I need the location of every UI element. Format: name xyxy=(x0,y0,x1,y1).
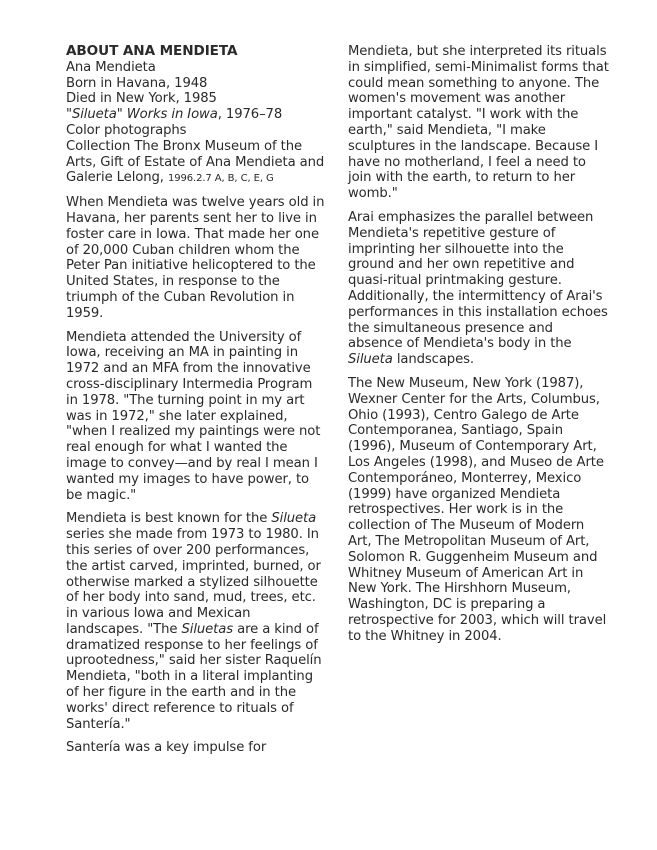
text-run: series she made from 1973 to 1980. In this series of over 200 performances, the artist carved, imprinted, burned, or otherwise marked a stylized silhouette of her body into sand, mud, trees, etc. in various Iowa and Mexican landscapes. "The xyxy=(66,527,321,637)
artist-info-block xyxy=(66,44,328,187)
left-column xyxy=(66,44,328,764)
right-column xyxy=(348,44,610,652)
accession-number: 1996.2.7 A, B, C, E, G xyxy=(167,173,274,185)
artist-name: Ana Mendieta xyxy=(66,59,156,75)
paragraph-santeria-continued: Mendieta, but she interpreted its rituals in simplified, semi-Minimalist forms that could mean something to anyone. The women's movement was another important catalyst. "I work with the earth," said Mendieta, "I make sculptures in the landscape. Because I have no motherland, I feel a need to join with the earth, to return to her womb." xyxy=(348,44,609,202)
credit-line: Collection The Bronx Museum of the Arts, Gift of Estate of Ana Mendieta and Galerie Lelong, xyxy=(66,138,325,186)
text-run: are a kind of dramatized response to her feelings of uprootedness," said her sister Raquelín Mendieta, "both in a literal implanting of her figure in the earth and in the works' direct reference to rituals of Santería." xyxy=(66,621,322,732)
death-info: Died in New York, 1985 xyxy=(66,91,217,107)
paragraph-silueta-series xyxy=(66,511,328,732)
paragraph-childhood: When Mendieta was twelve years old in Havana, her parents sent her to live in foster care in Iowa. That made her one of 20,000 Cuban children whom the Peter Pan initiative helicoptered to the United States, in response to the triumph of the Cuban Revolution in 1959. xyxy=(66,195,325,321)
italic-run: Silueta xyxy=(348,352,393,368)
paragraph-arai-parallel xyxy=(348,210,610,368)
paragraph-education: Mendieta attended the University of Iowa, receiving an MA in painting in 1972 and an MFA from the innovative cross-disciplinary Intermedia Program in 1978. "The turning point in my art was in 1972," she later explained, "when I realized my paintings were not real enough for what I wanted the image to convey—and by real I mean I wanted my images to have power, to be magic." xyxy=(66,329,321,503)
text-run: landscapes. xyxy=(392,352,474,368)
text-run: Mendieta is best known for the xyxy=(66,511,272,527)
birth-info: Born in Havana, 1948 xyxy=(66,75,208,91)
text-run: Arai emphasizes the parallel between Mendieta's repetitive gesture of imprinting her silhouette into the ground and her own repetitive and quasi-ritual printmaking gesture. Additionally, the intermittency of Arai's performances in this installation echoes the simultaneous presence and absence of Mendieta's body in the xyxy=(348,209,608,352)
italic-run: Siluetas xyxy=(181,621,234,637)
paragraph-santeria: Santería was a key impulse for xyxy=(66,740,267,756)
medium: Color photographs xyxy=(66,122,187,138)
paragraph-retrospectives: The New Museum, New York (1987), Wexner Center for the Arts, Columbus, Ohio (1993), Centro Galego de Arte Contemporanea, Santiago, Spain (1996), Museum of Contemporary Art, Los Angeles (1998), and Museo de Arte Contemporáneo, Monterrey, Mexico (1999) have organized Mendieta retrospectives. Her work is in the collection of The Museum of Modern Art, The Metropolitan Museum of Art, Solomon R. Guggenheim Museum and Whitney Museum of American Art in New York. The Hirshhorn Museum, Washington, DC is preparing a retrospective for 2003, which will travel to the Whitney in 2004. xyxy=(348,375,607,644)
work-years: , 1976–78 xyxy=(217,107,283,123)
section-heading: ABOUT ANA MENDIETA xyxy=(66,43,238,59)
work-title: "Silueta" Works in Iowa xyxy=(66,107,218,123)
italic-run: Silueta xyxy=(271,511,317,527)
